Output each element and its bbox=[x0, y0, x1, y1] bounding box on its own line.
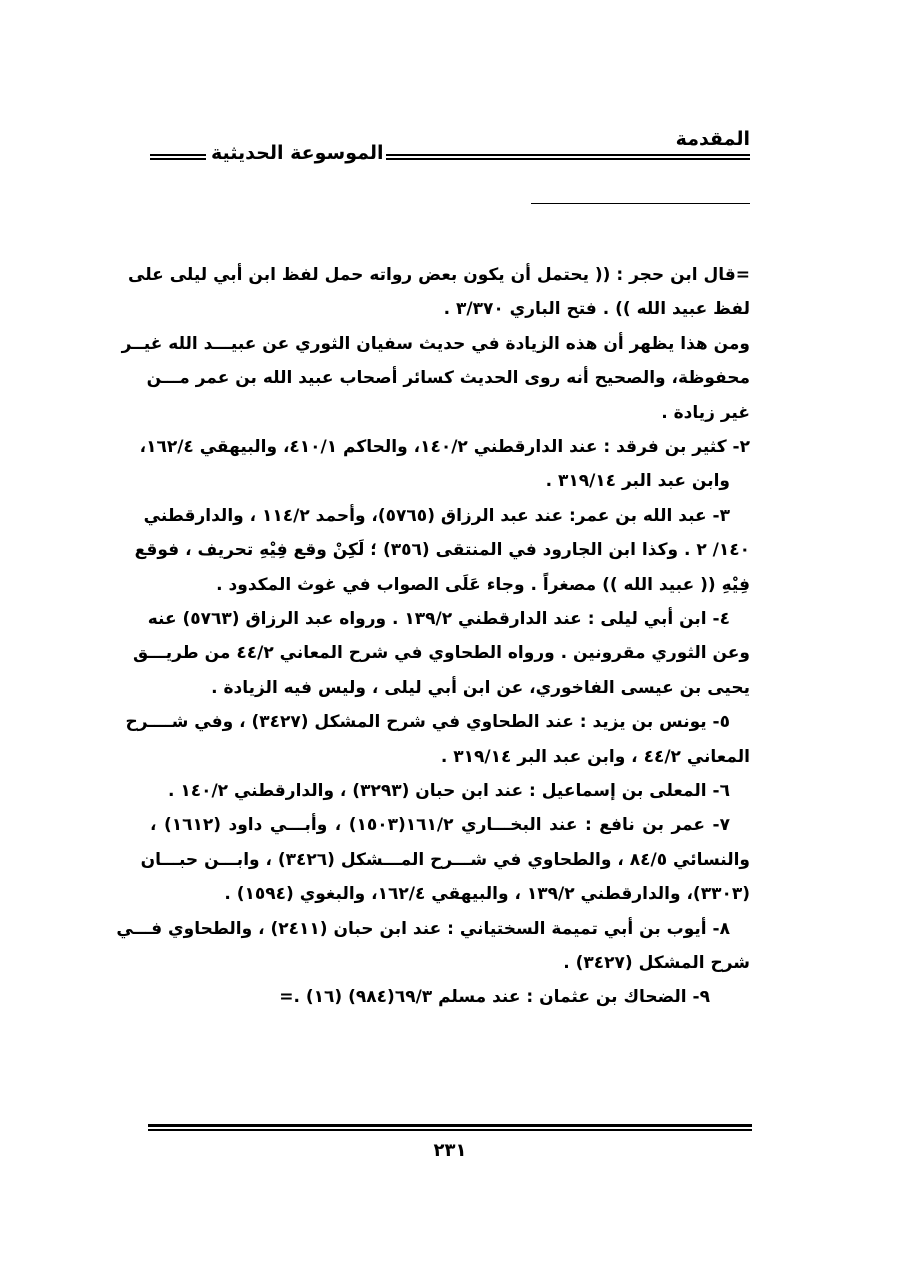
text-line: محفوظة، والصحيح أنه روى الحديث كسائر أصحاب عبيد الله بن عمر مـــن bbox=[146, 368, 750, 389]
text-line: ٩- الضحاك بن عثمان : عند مسلم ٦٩/٣(٩٨٤) (١٦) .= bbox=[279, 987, 710, 1008]
text-line: ومن هذا يظهر أن هذه الزيادة في حديث سفيان الثوري عن عبيـــد الله غيــر bbox=[121, 333, 750, 354]
header-rule-right bbox=[386, 154, 750, 160]
text-line: المعاني ٤٤/٢ ، وابن عبد البر ٣١٩/١٤ . bbox=[440, 746, 750, 767]
text-line: يحيى بن عيسى الفاخوري، عن ابن أبي ليلى ، وليس فيه الزيادة . bbox=[211, 677, 750, 698]
text-line: غير زيادة . bbox=[661, 402, 750, 423]
text-line: ٣- عبد الله بن عمر: عند عبد الرزاق (٥٧٦٥)، وأحمد ١١٤/٢ ، والدارقطني bbox=[143, 505, 730, 526]
text-line: ٦- المعلى بن إسماعيل : عند ابن حبان (٣٢٩٣) ، والدارقطني ١٤٠/٢ . bbox=[167, 781, 730, 801]
text-line: شرح المشكل (٣٤٢٧) . bbox=[563, 953, 750, 973]
text-line: فِيْهِ (( عبيد الله )) مصغراً . وجاء عَلَى الصواب في غوث المكدود . bbox=[216, 574, 750, 595]
text-line: ١٤٠/ ٢ . وكذا ابن الجارود في المنتقى (٣٥٦) ؛ لَكِنْ وقع فِيْهِ تحريف ، فوقع bbox=[134, 540, 750, 561]
text-line: والنسائي ٨٤/٥ ، والطحاوي في شـــرح المـــشكل (٣٤٢٦) ، وابـــن حبـــان bbox=[140, 849, 750, 870]
footer-rule bbox=[148, 1124, 752, 1131]
text-line: ٨- أيوب بن أبي تميمة السختياني : عند ابن حبان (٢٤١١) ، والطحاوي فـــي bbox=[116, 918, 730, 939]
text-line: ٤- ابن أبي ليلى : عند الدارقطني ١٣٩/٢ . ورواه عبد الرزاق (٥٧٦٣) عنه bbox=[147, 609, 730, 629]
text-line: =قال ابن حجر : (( يحتمل أن يكون بعض رواته حمل لفظ ابن أبي ليلى على bbox=[128, 265, 750, 285]
footnote-separator bbox=[531, 203, 750, 204]
text-line: ٥- يونس بن يزيد : عند الطحاوي في شرح المشكل (٣٤٢٧) ، وفي شــــرح bbox=[125, 712, 730, 733]
text-line: وعن الثوري مقرونين . ورواه الطحاوي في شرح المعاني ٤٤/٢ من طريـــق bbox=[132, 643, 750, 664]
text-line: ٧- عمر بن نافع : عند البخـــاري ١٦١/٢(١٥٠٣) ، وأبـــي داود (١٦١٢) ، bbox=[150, 815, 730, 836]
header-rule-left bbox=[150, 154, 206, 160]
section-title: المقدمة bbox=[675, 128, 750, 150]
page-number: ٢٣١ bbox=[433, 1140, 467, 1161]
book-title: الموسوعة الحديثية bbox=[211, 142, 384, 164]
text-line: لفظ عبيد الله )) . فتح الباري ٣/٣٧٠ . bbox=[443, 299, 750, 320]
text-line: (٣٣٠٣)، والدارقطني ١٣٩/٢ ، والبيهقي ١٦٢/٤، والبغوي (١٥٩٤) . bbox=[224, 884, 750, 905]
text-line: ٢- كثير بن فرقد : عند الدارقطني ١٤٠/٢، والحاكم ٤١٠/١، والبيهقي ١٦٢/٤، bbox=[139, 437, 750, 457]
text-line: وابن عبد البر ٣١٩/١٤ . bbox=[545, 471, 730, 492]
